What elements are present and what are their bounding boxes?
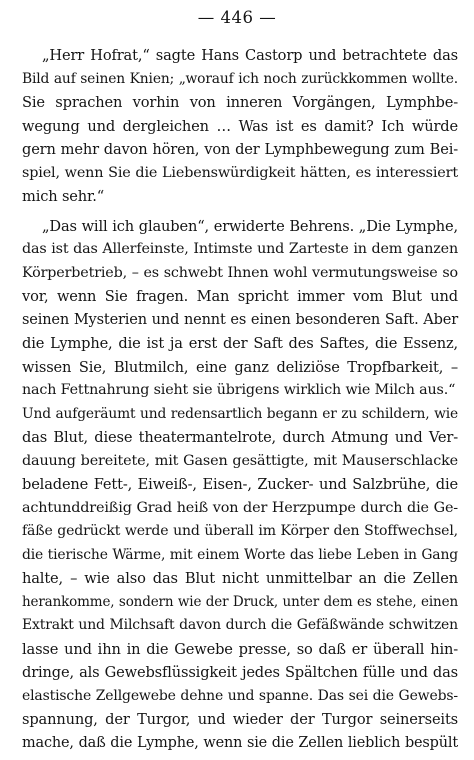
text-line: spiel, wenn Sie die Liebenswürdigkeit hätten, es interessiert — [22, 164, 458, 181]
text-line: dringe, als Gewebsflüssigkeit jedes Spältchen fülle und das — [22, 664, 458, 681]
text-line: die Lymphe, die ist ja erst der Saft des Saftes, die Essenz, — [22, 335, 458, 352]
text-line: herankomme, sondern wie der Druck, unter dem es stehe, einen — [22, 593, 458, 610]
paragraph-3 — [22, 403, 458, 756]
text-line: nach Fettnahrung sieht sie übrigens wirklich wie Milch aus.“ — [22, 382, 456, 398]
text-line: achtunddreißig Grad heiß von der Herzpumpe durch die Ge- — [22, 499, 458, 516]
text-line: dauung bereitete, mit Gasen gesättigte, mit Mauserschlacke — [22, 452, 458, 469]
text-line: Und aufgeräumt und redensartlich begann er zu schildern, wie — [22, 405, 458, 422]
page-number: — 446 — — [197, 8, 277, 27]
text-line: das ist das Allerfeinste, Intimste und Zarteste in dem ganzen — [22, 241, 458, 257]
text-line: gern mehr davon hören, von der Lymphbewegung zum Bei- — [22, 141, 458, 158]
text-line: halte, – wie also das Blut nicht unmittelbar an die Zellen — [22, 570, 458, 587]
text-line: beladene Fett-, Eiweiß-, Eisen-, Zucker- und Salzbrühe, die — [22, 476, 458, 493]
text-line: fäße gedrückt werde und überall im Körper den Stoffwechsel, — [22, 523, 458, 539]
body-text — [22, 44, 458, 755]
text-line: Sie sprachen vorhin von inneren Vorgängen, Lymphbe- — [22, 94, 458, 111]
text-line: vor, wenn Sie fragen. Man spricht immer vom Blut und — [22, 288, 458, 305]
paragraph-1 — [22, 44, 458, 209]
text-line: seinen Mysterien und nennt es einen besonderen Saft. Aber — [22, 311, 458, 328]
text-line: elastische Zellgewebe dehne und spanne. Das sei die Gewebs- — [22, 687, 458, 704]
text-line: mich sehr.“ — [22, 188, 105, 205]
text-line: wegung und dergleichen … Was ist es damit? Ich würde — [22, 117, 458, 135]
text-line: „Das will ich glauben“, erwiderte Behrens. „Die Lymphe, — [42, 217, 458, 235]
text-line: die tierische Wärme, mit einem Worte das liebe Leben in Gang — [22, 546, 458, 563]
text-line: wissen Sie, Blutmilch, eine ganz deliziöse Tropfbarkeit, – — [22, 358, 458, 376]
text-line: Körperbetrieb, – es schwebt Ihnen wohl vermutungsweise so — [22, 264, 458, 281]
text-line: Extrakt und Milchsaft davon durch die Gefäßwände schwitzen — [22, 617, 458, 633]
paragraph-2 — [22, 215, 458, 403]
text-line: lasse und ihn in die Gewebe presse, so daß er überall hin- — [22, 640, 458, 658]
text-line: mache, daß die Lymphe, wenn sie die Zellen lieblich bespült — [22, 734, 458, 751]
text-line: spannung, der Turgor, und wieder der Turgor seinerseits — [22, 711, 458, 728]
text-line: „Herr Hofrat,“ sagte Hans Castorp und betrachtete das — [42, 47, 458, 64]
text-line: Bild auf seinen Knien; „worauf ich noch zurückkommen wollte. — [22, 70, 458, 87]
text-line: das Blut, diese theatermantelrote, durch Atmung und Ver- — [22, 429, 458, 446]
